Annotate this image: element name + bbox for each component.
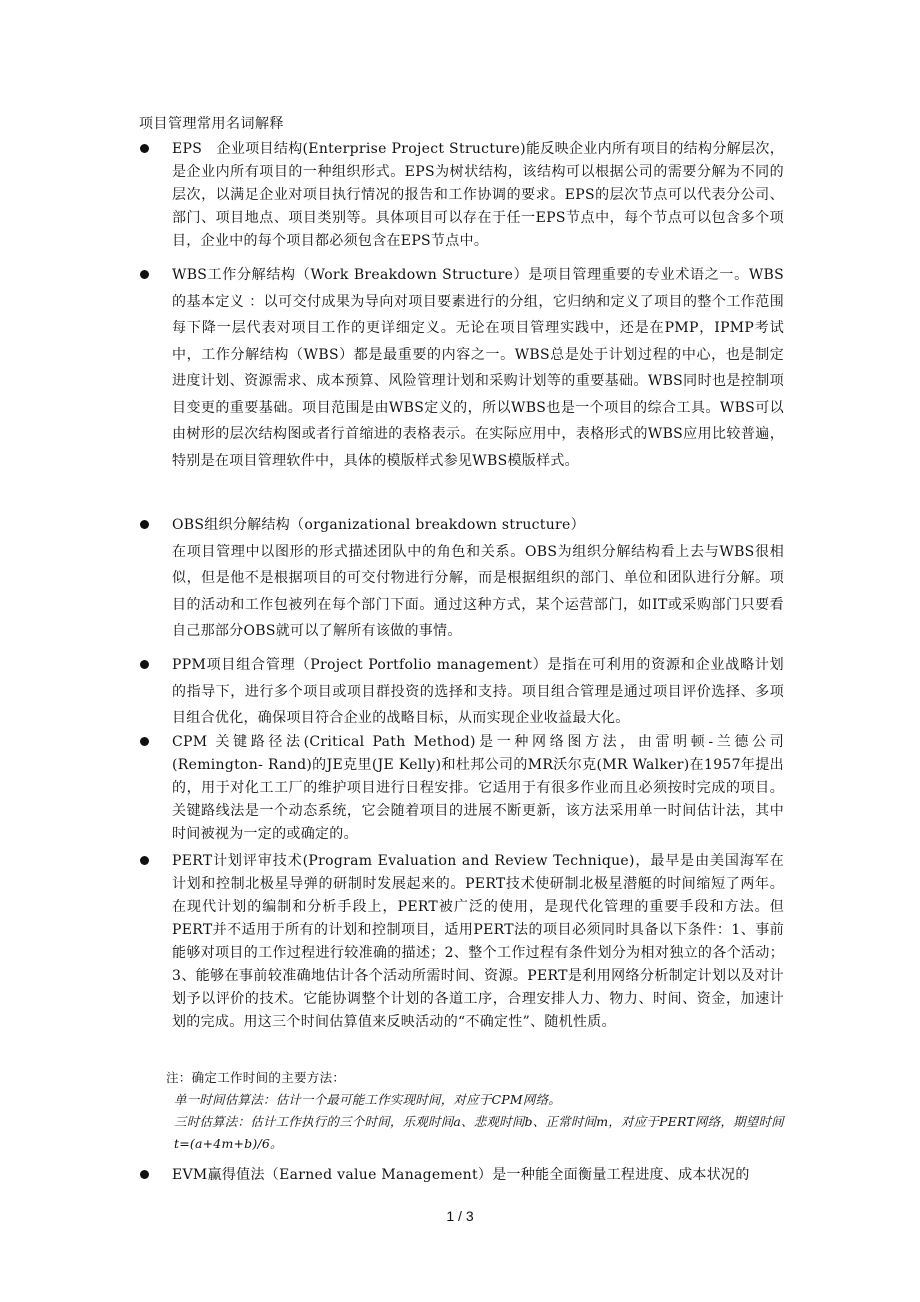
bullet-icon (140, 144, 149, 153)
note-line: 单一时间估算法：估计一个最可能工作实现时间，对应于CPM网络。 (174, 1092, 561, 1107)
bullet-icon (140, 1170, 149, 1179)
list-item-wbs (140, 262, 790, 474)
bullet-icon (140, 520, 149, 529)
list-item-eps (140, 138, 790, 253)
list-item-pert (140, 850, 790, 1034)
page-number: 1 / 3 (446, 1208, 474, 1224)
evm-paragraph: EVM赢得值法（Earned value Management）是一种能全面衡量工程进度、成本状况的 (172, 1167, 750, 1183)
list-item-obs (140, 512, 790, 645)
bullet-icon (140, 737, 149, 746)
note-block (166, 1067, 786, 1155)
ppm-paragraph: PPM项目组合管理（Project Portfolio management）是指在可利用的资源和企业战略计划的指导下，进行多个项目或项目群投资的选择和支持。项目组合管理是通过项目评价选择、多项目组合优化，确保项目符合企业的战略目标，从而实现企业收益最大化。 (172, 657, 784, 726)
pert-paragraph: PERT计划评审技术(Program Evaluation and Review Technique)，最早是由美国海军在计划和控制北极星导弹的研制时发展起来的。PERT技术使研制北极星潜艇的时间缩短了两年。在现代计划的编制和分析手段上，PERT被广泛的使用，是现代化管理的重要手段和方法。但PERT并不适用于所有的计划和控制项目，适用PERT法的项目必须同时具备以下条件：1、事前能够对项目的工作过程进行较准确的描述；2、整个工作过程有条件划分为相对独立的各个活动；3、能够在事前较准确地估计各个活动所需时间、资源。PERT是利用网络分析制定计划以及对计划予以评价的技术。它能协调整个计划的各道工序，合理安排人力、物力、时间、资金，加速计划的完成。用这三个时间估算值来反映活动的“不确定性”、随机性质。 (172, 853, 784, 1030)
wbs-paragraph: WBS工作分解结构（Work Breakdown Structure）是项目管理重要的专业术语之一。WBS的基本定义 ：以可交付成果为导向对项目要素进行的分组，它归纳和定义了项目的整个工作范围每下降一层代表对项目工作的更详细定义。无论在项目管理实践中，还是在PMP，IPMP考试中，工作分解结构（WBS）都是最重要的内容之一。WBS总是处于计划过程的中心，也是制定进度计划、资源需求、成本预算、风险管理计划和采购计划等的重要基础。WBS同时也是控制项目变更的重要基础。项目范围是由WBS定义的，所以WBS也是一个项目的综合工具。WBS可以由树形的层次结构图或者行首缩进的表格表示。在实际应用中，表格形式的WBS应用比较普遍，特别是在项目管理软件中，具体的模版样式参见WBS模版样式。 (172, 267, 784, 469)
cpm-paragraph: CPM 关键路径法(Critical Path Method)是一种网络图方法，由雷明顿-兰德公司(Remington- Rand)的JE克里(JE Kelly)和杜邦公司的MR沃尔克(MR Walker)在1957年提出的，用于对化工工厂的维护项目进行日程安排。它适用于有很多作业而且必须按时完成的项目。关键路线法是一个动态系统，它会随着项目的进展不断更新，该方法采用单一时间估计法，其中时间被视为一定的或确定的。 (172, 734, 784, 842)
obs-heading: OBS组织分解结构（organizational breakdown structure） (172, 517, 585, 533)
eps-paragraph: EPS 企业项目结构(Enterprise Project Structure)能反映企业内所有项目的结构分解层次，是企业内所有项目的一种组织形式。EPS为树状结构，该结构可以根据公司的需要分解为不同的层次，以满足企业对项目执行情况的报告和工作协调的要求。EPS的层次节点可以代表分公司、部门、项目地点、项目类别等。具体项目可以存在于任一EPS节点中，每个节点可以包含多个项目，企业中的每个项目都必须包含在EPS节点中。 (172, 141, 784, 249)
document-title: 项目管理常用名词解释 (139, 116, 284, 132)
list-item-cpm (140, 731, 790, 846)
list-item-evm (140, 1164, 790, 1187)
bullet-icon (140, 856, 149, 865)
note-line: 三时估算法：估计工作执行的三个时间，乐观时间a、悲观时间b、正常时间m，对应于PERT网络，期望时间t=(a+4m+b)/6。 (174, 1114, 784, 1151)
bullet-icon (140, 270, 149, 279)
obs-paragraph: 在项目管理中以图形的形式描述团队中的角色和关系。OBS为组织分解结构看上去与WBS很相似，但是他不是根据项目的可交付物进行分解，而是根据组织的部门、单位和团队进行分解。项目的活动和工作包被列在每个部门下面。通过这种方式，某个运营部门，如IT或采购部门只要看自己那部分OBS就可以了解所有该做的事情。 (172, 543, 784, 639)
list-item-ppm (140, 652, 790, 732)
bullet-icon (140, 660, 149, 669)
note-heading: 注：确定工作时间的主要方法： (166, 1070, 346, 1085)
